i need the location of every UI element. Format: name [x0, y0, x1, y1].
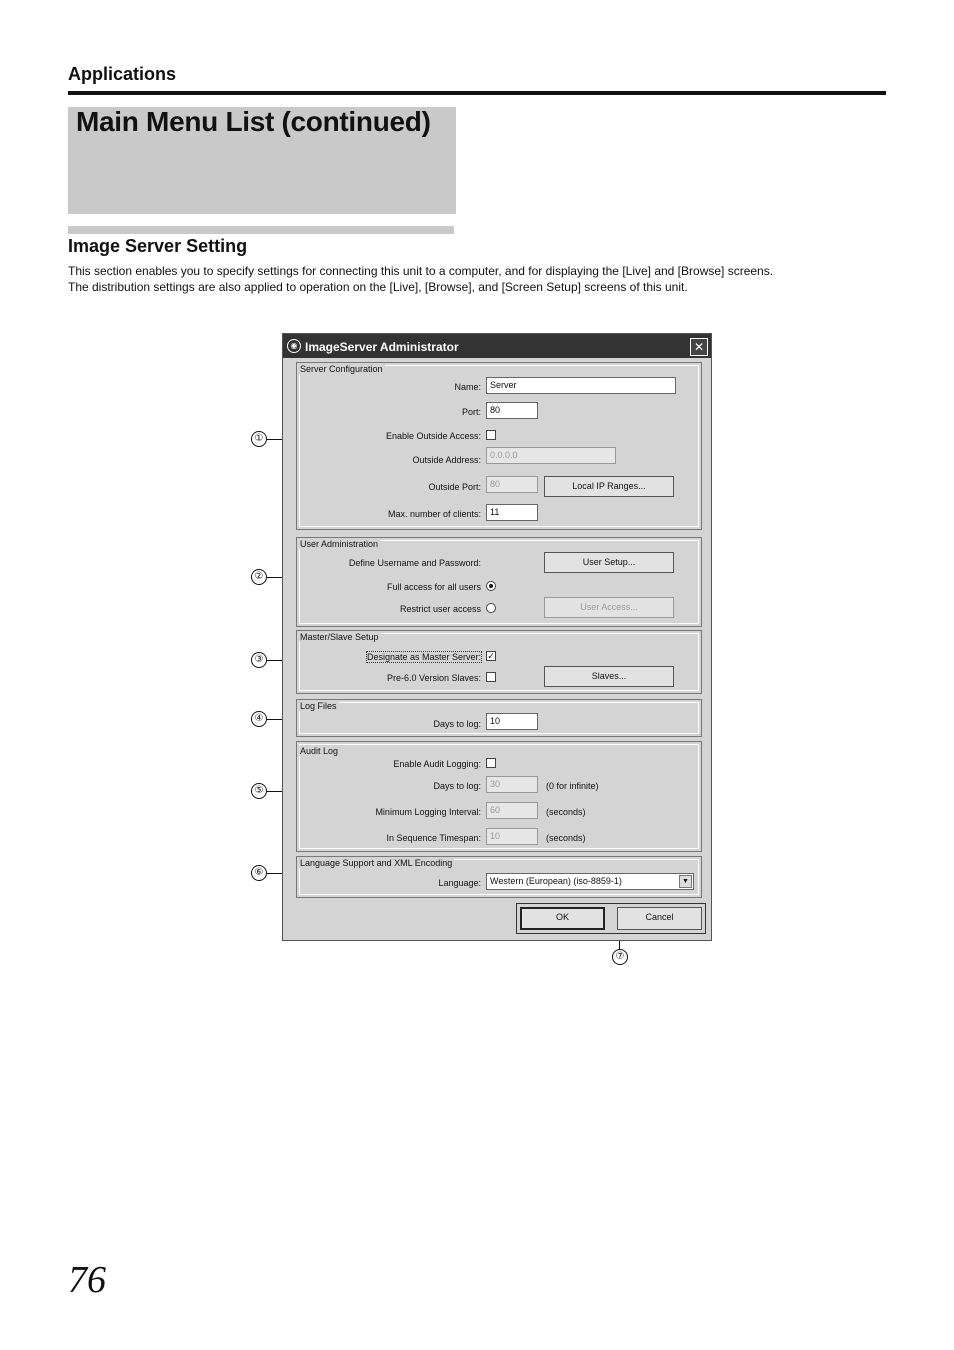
header-rule: [68, 91, 886, 95]
log-days-field[interactable]: 10: [486, 713, 538, 730]
restrict-access-label: Restrict user access: [399, 604, 481, 614]
callout-5: ⑤: [251, 783, 267, 799]
max-clients-label: Max. number of clients:: [387, 509, 481, 519]
page-number: 76: [68, 1259, 106, 1301]
cancel-button[interactable]: Cancel: [617, 907, 702, 930]
callout-6: ⑥: [251, 865, 267, 881]
language-label: Language:: [438, 878, 481, 888]
dialog-title: ImageServer Administrator: [305, 340, 459, 354]
ok-button[interactable]: OK: [520, 907, 605, 930]
intro-line-2: The distribution settings are also applied to operation on the [Live], [Browse], and [Screen Setup] screens of this unit.: [68, 280, 688, 294]
define-username-label: Define Username and Password:: [348, 558, 481, 568]
enable-outside-access-label: Enable Outside Access:: [385, 431, 481, 441]
designate-master-checkbox[interactable]: ✓: [487, 651, 495, 661]
app-icon: ◉: [287, 339, 301, 353]
full-access-radio[interactable]: [486, 581, 496, 591]
pre60-slaves-label: Pre-6.0 Version Slaves:: [386, 673, 481, 683]
chevron-down-icon[interactable]: ▼: [679, 875, 692, 888]
section-heading: Image Server Setting: [68, 236, 248, 256]
name-field[interactable]: Server: [486, 377, 676, 394]
timespan-note: (seconds): [546, 833, 586, 843]
designate-master-label: [291, 652, 481, 662]
callout-4: ④: [251, 711, 267, 727]
legend-server-configuration: Server Configuration: [300, 364, 383, 374]
local-ip-ranges-button[interactable]: Local IP Ranges...: [544, 476, 674, 497]
port-label: Port:: [461, 407, 481, 417]
page-title: Main Menu List (continued): [76, 106, 431, 137]
enable-audit-label: Enable Audit Logging:: [393, 759, 481, 769]
outside-address-field[interactable]: 0.0.0.0: [486, 447, 616, 464]
min-interval-field[interactable]: 60: [486, 802, 538, 819]
callout-7: ⑦: [612, 949, 628, 965]
log-days-label: Days to log:: [433, 719, 481, 729]
legend-log-files: Log Files: [300, 701, 337, 711]
slaves-button[interactable]: Slaves...: [544, 666, 674, 687]
callout-1: ①: [251, 431, 267, 447]
audit-days-field[interactable]: 30: [486, 776, 538, 793]
min-interval-note: (seconds): [546, 807, 586, 817]
port-field[interactable]: 80: [486, 402, 538, 419]
section-label: Applications: [68, 64, 177, 84]
outside-port-label: Outside Port:: [428, 482, 481, 492]
timespan-label: In Sequence Timespan:: [386, 833, 481, 843]
restrict-access-radio[interactable]: [486, 603, 496, 613]
legend-user-administration: User Administration: [300, 539, 379, 549]
intro-text: [68, 263, 888, 295]
outside-address-label: Outside Address:: [412, 455, 481, 465]
timespan-field[interactable]: 10: [486, 828, 538, 845]
enable-audit-checkbox[interactable]: [486, 758, 496, 768]
name-label: Name:: [454, 382, 481, 392]
audit-days-label: Days to log:: [433, 781, 481, 791]
callout-3: ③: [251, 652, 267, 668]
intro-line-1: This section enables you to specify settings for connecting this unit to a computer, and for displaying the [Live] and [Browse] screens.: [68, 264, 774, 278]
legend-audit-log: Audit Log: [300, 746, 339, 756]
audit-days-note: (0 for infinite): [546, 781, 599, 791]
callout-2: ②: [251, 569, 267, 585]
min-interval-label: Minimum Logging Interval:: [375, 807, 481, 817]
subheading-rule: [68, 226, 454, 234]
pre60-slaves-checkbox[interactable]: [486, 672, 496, 682]
designate-master-label-text: Designate as Master Server:: [366, 652, 481, 662]
user-setup-button[interactable]: User Setup...: [544, 552, 674, 573]
user-access-button[interactable]: User Access...: [544, 597, 674, 618]
legend-language-support: Language Support and XML Encoding: [300, 858, 453, 868]
dialog-titlebar[interactable]: [283, 334, 711, 358]
enable-outside-access-checkbox[interactable]: [486, 430, 496, 440]
close-icon[interactable]: ✕: [690, 338, 708, 356]
full-access-label: Full access for all users: [386, 582, 481, 592]
max-clients-field[interactable]: 11: [486, 504, 538, 521]
outside-port-field[interactable]: 80: [486, 476, 538, 493]
language-select[interactable]: Western (European) (iso-8859-1): [486, 873, 694, 890]
legend-master-slave-setup: Master/Slave Setup: [300, 632, 379, 642]
